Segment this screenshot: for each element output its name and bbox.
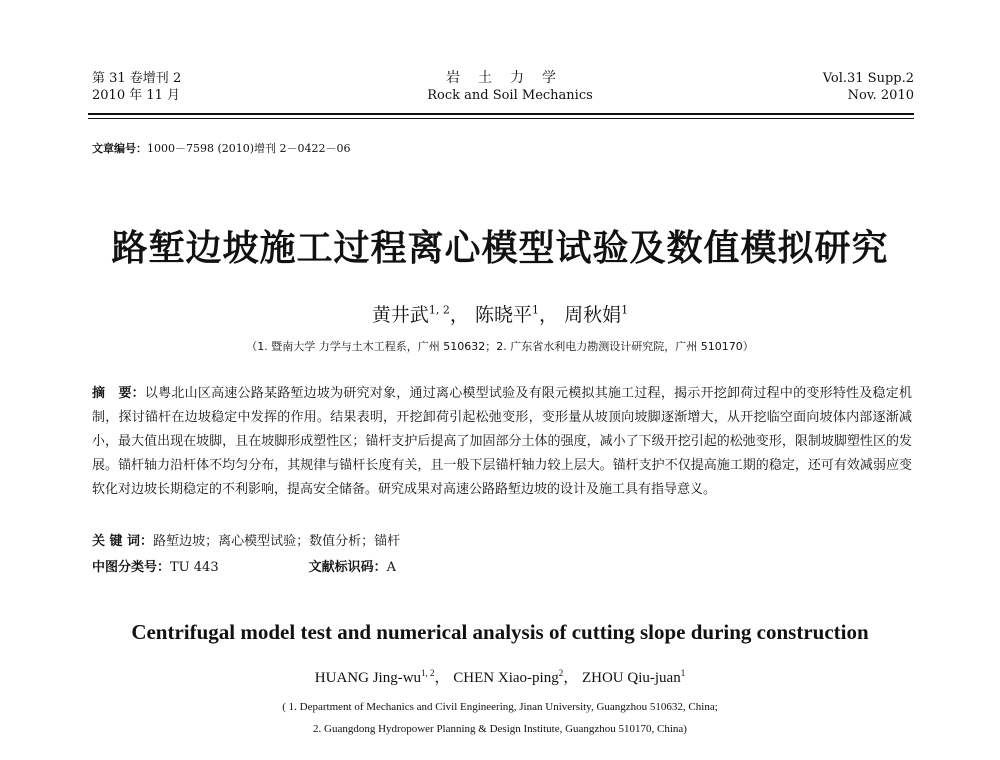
author-1-cn-affil: 1, 2 xyxy=(428,303,450,317)
affiliation-cn: （1. 暨南大学 力学与土木工程系，广州 510632；2. 广东省水利电力勘测设计研究院，广州 510170） xyxy=(246,340,754,353)
abstract-label: 摘 要： xyxy=(92,386,145,401)
journal-name-cn: 岩土力学 xyxy=(446,70,574,86)
journal-volume-en xyxy=(823,70,914,104)
paper-title-cn: 路堑边坡施工过程离心模型试验及数值模拟研究 xyxy=(111,228,889,269)
classification-line xyxy=(92,556,396,575)
author-separator: ， xyxy=(434,670,450,686)
issue-date: 2010 年 11 月 xyxy=(92,88,181,103)
doc-code-label: 文献标识码： xyxy=(308,560,387,575)
affiliation-en-line2: 2. Guangdong Hydropower Planning & Design Institute, Guangzhou 510170, China) xyxy=(313,723,687,735)
journal-name xyxy=(380,70,640,104)
journal-name-en: Rock and Soil Mechanics xyxy=(427,88,593,103)
article-number xyxy=(92,140,351,156)
authors-en xyxy=(50,666,950,687)
author-2-cn-affil: 1 xyxy=(532,303,539,317)
author-separator: ， xyxy=(539,304,559,326)
header-rule-thin xyxy=(88,118,914,119)
doc-code-value: A xyxy=(386,560,396,575)
author-3-en: ZHOU Qiu-juan xyxy=(581,670,681,686)
paper-title-en: Centrifugal model test and numerical analysis of cutting slope during construction xyxy=(131,620,869,644)
keywords-cn xyxy=(92,530,400,549)
author-2-en: CHEN Xiao-ping xyxy=(453,670,559,686)
author-3-cn: 周秋娟 xyxy=(564,304,622,326)
abstract-cn xyxy=(92,382,912,502)
header-rule-thick xyxy=(88,113,914,115)
author-separator: ， xyxy=(449,304,469,326)
keywords-text: 路堑边坡；离心模型试验；数值分析；锚杆 xyxy=(153,534,401,549)
author-3-en-affil: 1 xyxy=(680,668,686,678)
author-separator: ， xyxy=(563,670,579,686)
article-number-value: 1000－7598 (2010)增刊 2－0422－06 xyxy=(147,142,351,155)
abstract-text: 以粤北山区高速公路某路堑边坡为研究对象，通过离心模型试验及有限元模拟其施工过程，揭示开挖卸荷过程中的变形特性及稳定机制，探讨锚杆在边坡稳定中发挥的作用。结果表明，开挖卸荷引起松弛变形，变形量从坡顶向坡脚逐渐增大，从开挖临空面向坡体内部逐渐减小，最大值出现在坡脚，且在坡脚形成塑性区；锚杆支护后提高了加固部分土体的强度，减小了下级开挖引起的松弛变形，限制坡脚塑性区的发展。锚杆轴力沿杆体不均匀分布，其规律与锚杆长度有关，且一般下层锚杆轴力较上层大。锚杆支护不仅提高施工期的稳定，还可有效减弱应变软化对边坡长期稳定的不利影响，提高安全储备。研究成果对高速公路路堑边坡的设计及施工具有指导意义。 xyxy=(92,386,912,497)
affiliation-en-line1: ( 1. Department of Mechanics and Civil Engineering, Jinan University, Guangzhou 510632, China; xyxy=(282,701,718,713)
volume-supp: Vol.31 Supp.2 xyxy=(822,71,914,86)
author-1-en-affil: 1, 2 xyxy=(421,668,435,678)
volume-issue: 第 31 卷增刊 2 xyxy=(92,71,182,86)
keywords-label: 关 键 词： xyxy=(92,534,154,549)
article-number-label: 文章编号： xyxy=(92,142,147,155)
journal-issue-info xyxy=(92,70,181,104)
affiliation-en xyxy=(50,696,950,740)
author-2-cn: 陈晓平 xyxy=(474,304,532,326)
author-2-en-affil: 2 xyxy=(558,668,564,678)
author-1-en: HUANG Jing-wu xyxy=(314,670,422,686)
issue-date-en: Nov. 2010 xyxy=(847,88,914,103)
author-3-cn-affil: 1 xyxy=(621,303,629,317)
clc-value: TU 443 xyxy=(170,560,219,575)
author-1-cn: 黄井武 xyxy=(371,304,429,326)
clc-label: 中图分类号： xyxy=(92,560,171,575)
authors-cn xyxy=(50,300,950,327)
